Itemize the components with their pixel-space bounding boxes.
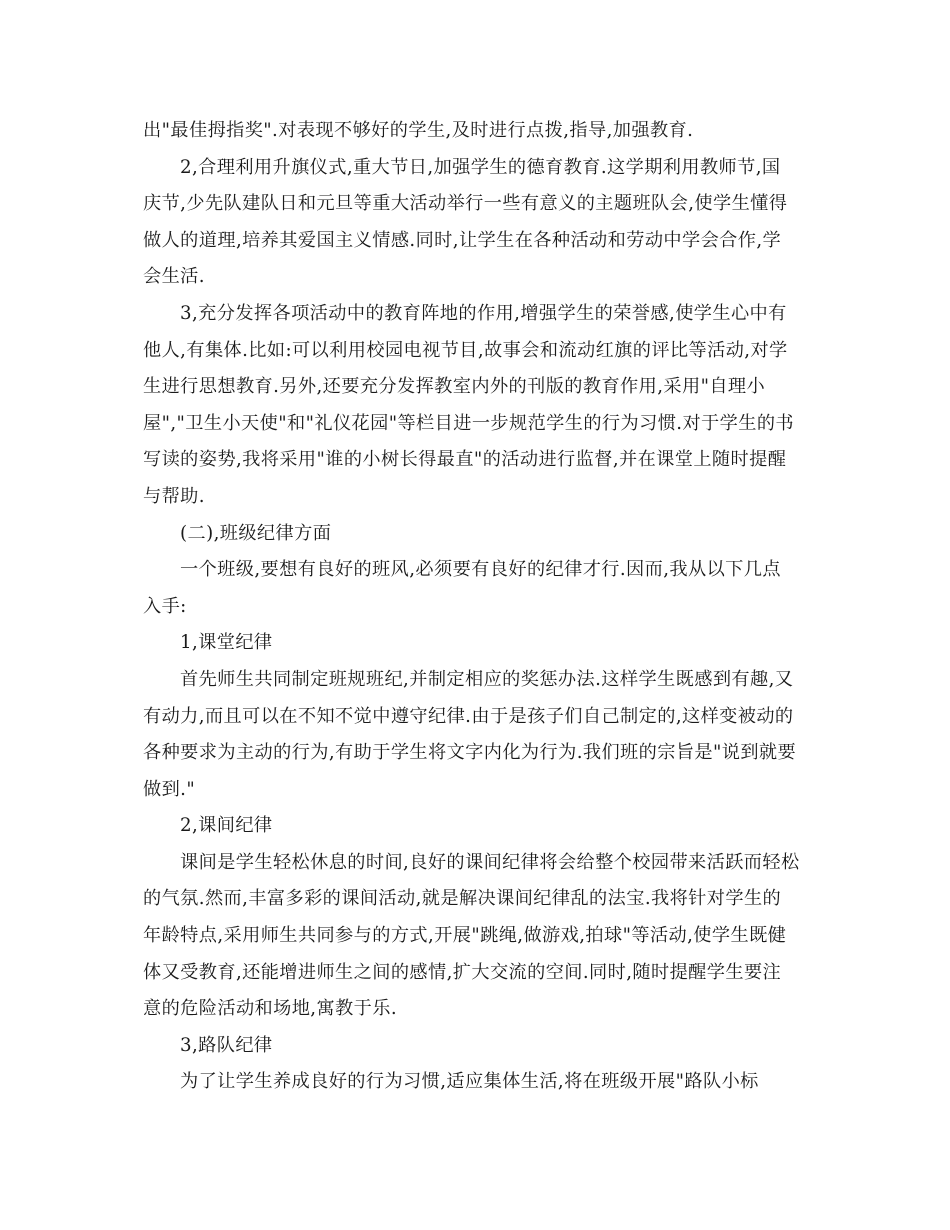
text-line: 他人,有集体.比如:可以利用校园电视节目,故事会和流动红旗的评比等活动,对学 [143,339,788,361]
text-line: 屋","卫生小天使"和"礼仪花园"等栏目进一步规范学生的行为习惯.对于学生的书 [143,412,794,434]
text-line: 的气氛.然而,丰富多彩的课间活动,就是解决课间纪律乱的法宝.我将针对学生的 [143,888,782,910]
text-line: 2,合理利用升旗仪式,重大节日,加强学生的德育教育.这学期利用教师节,国 [180,156,781,178]
text-line: 各种要求为主动的行为,有助于学生将文字内化为行为.我们班的宗旨是"说到就要 [143,742,797,764]
text-line: 做到." [143,778,196,800]
text-line: 一个班级,要想有良好的班风,必须要有良好的纪律才行.因而,我从以下几点 [180,559,781,581]
text-line: 做人的道理,培养其爱国主义情感.同时,让学生在各种活动和劳动中学会合作,学 [143,229,782,251]
text-line: 3,充分发挥各项活动中的教育阵地的作用,增强学生的荣誉感,使学生心中有 [180,302,787,324]
text-line: 出"最佳拇指奖".对表现不够好的学生,及时进行点拨,指导,加强教育. [143,120,694,141]
text-line: 年龄特点,采用师生共同参与的方式,开展"跳绳,做游戏,拍球"等活动,使学生既健 [143,925,787,947]
text-line: 3,路队纪律 [180,1034,273,1056]
text-line: 1,课堂纪律 [180,632,273,654]
text-line: 为了让学生养成良好的行为习惯,适应集体生活,将在班级开展"路队小标 [180,1071,759,1093]
text-line: 生进行思想教育.另外,还要充分发挥教室内外的刊版的教育作用,采用"自理小 [143,376,766,398]
text-line: 会生活. [143,266,205,288]
text-line: 写读的姿势,我将采用"谁的小树长得最直"的活动进行监督,并在课堂上随时提醒 [143,449,787,471]
text-line: 入手: [143,595,187,617]
text-line: 与帮助. [143,485,205,507]
text-line: 意的危险活动和场地,寓教于乐. [143,998,398,1020]
text-line: (二),班级纪律方面 [180,522,332,544]
text-line: 课间是学生轻松休息的时间,良好的课间纪律将会给整个校园带来活跃而轻松 [180,851,800,873]
text-line: 2,课间纪律 [180,815,273,837]
body-text [143,113,805,1101]
text-line: 庆节,少先队建队日和元旦等重大活动举行一些有意义的主题班队会,使学生懂得 [143,193,788,215]
text-line: 首先师生共同制定班规班纪,并制定相应的奖惩办法.这样学生既感到有趣,又 [180,668,794,690]
text-line: 有动力,而且可以在不知不觉中遵守纪律.由于是孩子们自己制定的,这样变被动的 [143,705,794,727]
text-line: 体又受教育,还能增进师生之间的感情,扩大交流的空间.同时,随时提醒学生要注 [143,961,782,983]
